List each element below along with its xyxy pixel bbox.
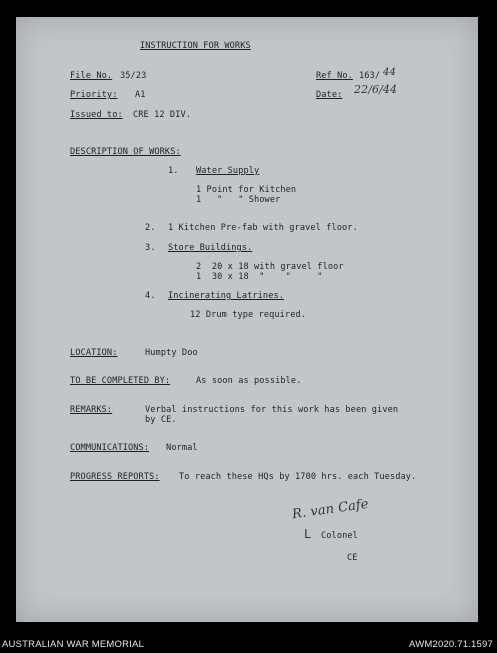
communications-label: COMMUNICATIONS: xyxy=(70,443,150,453)
progress-reports-value: To reach these HQs by 1700 hrs. each Tuesday. xyxy=(179,472,417,482)
document-page xyxy=(16,17,478,622)
completed-by-label: TO BE COMPLETED BY: xyxy=(70,376,171,386)
work-4-line-1: 12 Drum type required. xyxy=(190,310,307,320)
work-3-line-1: 2 20 x 18 with gravel floor xyxy=(196,262,344,272)
file-no-label: File No. xyxy=(70,71,113,81)
work-2-number: 2. xyxy=(145,223,156,233)
communications-value: Normal xyxy=(166,443,198,453)
work-3-number: 3. xyxy=(145,243,156,253)
location-label: LOCATION: xyxy=(70,348,118,358)
date-label: Date: xyxy=(316,90,343,100)
ref-no-handwritten: 44 xyxy=(383,67,396,78)
work-1-line-2: 1 " " Shower xyxy=(196,195,281,205)
work-3-title: Store Buildings. xyxy=(168,243,253,253)
work-3-line-2: 1 30 x 18 " " " xyxy=(196,272,323,282)
file-no-value: 35/23 xyxy=(120,71,147,81)
work-4-title: Incinerating Latrines. xyxy=(168,291,285,301)
issued-to-label: Issued to: xyxy=(70,110,123,120)
work-2-text: 1 Kitchen Pre-fab with gravel floor. xyxy=(168,223,358,233)
signature-flourish: L xyxy=(304,527,312,541)
priority-label: Priority: xyxy=(70,90,118,100)
footer-credit: AUSTRALIAN WAR MEMORIAL xyxy=(2,639,145,650)
issued-to-value: CRE 12 DIV. xyxy=(133,110,192,120)
footer-accession-number: AWM2020.71.1597 xyxy=(409,639,493,650)
work-1-title: Water Supply xyxy=(196,166,260,176)
signatory-rank: Colonel xyxy=(321,531,358,541)
ref-no-label: Ref No. xyxy=(316,71,353,81)
work-1-number: 1. xyxy=(168,166,179,176)
work-4-number: 4. xyxy=(145,291,156,301)
signature: R. van Cafe xyxy=(291,496,370,523)
completed-by-value: As soon as possible. xyxy=(196,376,302,386)
remarks-line-1: Verbal instructions for this work has been given xyxy=(145,405,399,415)
remarks-label: REMARKS: xyxy=(70,405,113,415)
progress-reports-label: PROGRESS REPORTS: xyxy=(70,472,160,482)
priority-value: A1 xyxy=(135,90,146,100)
signatory-unit: CE xyxy=(347,553,358,563)
description-heading: DESCRIPTION OF WORKS: xyxy=(70,147,181,157)
document-title: INSTRUCTION FOR WORKS xyxy=(140,41,251,51)
work-1-line-1: 1 Point for Kitchen xyxy=(196,185,297,195)
remarks-line-2: by CE. xyxy=(145,415,177,425)
date-value-handwritten: 22/6/44 xyxy=(354,83,398,96)
location-value: Humpty Doo xyxy=(145,348,198,358)
ref-no-value: 163/ xyxy=(359,71,381,81)
